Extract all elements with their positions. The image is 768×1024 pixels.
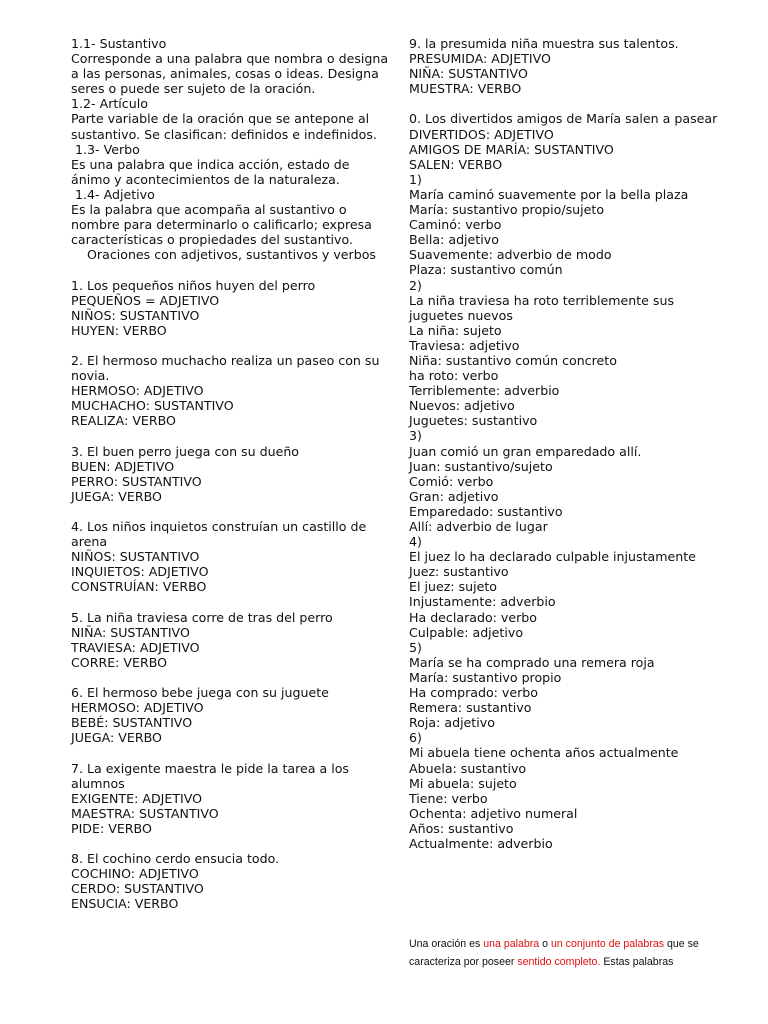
intro-line: sustantivo. Se clasifican: definidos e indefinidos. bbox=[71, 126, 377, 142]
numbered-exercise-line: Culpable: adjetivo bbox=[409, 624, 524, 640]
numbered-exercise-line: Ochenta: adjetivo numeral bbox=[409, 805, 578, 821]
numbered-exercise-line: Suavemente: adverbio de modo bbox=[409, 247, 612, 263]
example-analysis-line: HUYEN: VERBO bbox=[71, 322, 167, 338]
intro-line: 1.2- Artículo bbox=[71, 96, 148, 112]
example-sentence: 5. La niña traviesa corre de tras del perro bbox=[71, 609, 333, 625]
numbered-exercise-line: La niña traviesa ha roto terriblemente sus bbox=[409, 292, 675, 308]
numbered-exercise-line: Comió: verbo bbox=[409, 473, 494, 489]
numbered-exercise-line: Años: sustantivo bbox=[409, 820, 514, 836]
numbered-exercise-line: La niña: sujeto bbox=[409, 322, 502, 338]
example-analysis-line: REALIZA: VERBO bbox=[71, 413, 176, 429]
numbered-exercise-line: Juguetes: sustantivo bbox=[409, 413, 538, 429]
numbered-exercise-line: Ha declarado: verbo bbox=[409, 609, 537, 625]
numbered-exercise-line: Nuevos: adjetivo bbox=[409, 398, 515, 414]
numbered-exercise-line: Tiene: verbo bbox=[409, 790, 488, 806]
numbered-exercise-line: 1) bbox=[409, 171, 422, 187]
numbered-exercise-line: Ha comprado: verbo bbox=[409, 685, 538, 701]
intro-line: 1.4- Adjetivo bbox=[71, 186, 155, 202]
example-analysis-line: BEBÉ: SUSTANTIVO bbox=[71, 715, 193, 731]
example-analysis-line: JUEGA: VERBO bbox=[71, 730, 162, 746]
numbered-exercise-line: María se ha comprado una remera roja bbox=[409, 654, 655, 670]
example-sentence: 2. El hermoso muchacho realiza un paseo con su bbox=[71, 352, 380, 368]
example-analysis-line: CERDO: SUSTANTIVO bbox=[71, 881, 204, 897]
example-analysis-line: DIVERTIDOS: ADJETIVO bbox=[409, 126, 554, 142]
example-analysis-line: TRAVIESA: ADJETIVO bbox=[71, 639, 200, 655]
numbered-exercise-line: María: sustantivo propio/sujeto bbox=[409, 202, 605, 218]
example-analysis-line: CORRE: VERBO bbox=[71, 654, 168, 670]
example-analysis-line: MUCHACHO: SUSTANTIVO bbox=[71, 398, 234, 414]
example-sentence: 0. Los divertidos amigos de María salen a pasear bbox=[409, 111, 718, 127]
note-highlight-2: un conjunto de palabras bbox=[550, 938, 665, 950]
numbered-exercise-line: El juez: sujeto bbox=[409, 579, 497, 595]
example-analysis-line: PEQUEÑOS = ADJETIVO bbox=[71, 292, 220, 308]
numbered-exercise-line: Injustamente: adverbio bbox=[409, 594, 556, 610]
intro-line: seres o puede ser sujeto de la oración. bbox=[71, 81, 316, 97]
example-analysis-line: MUESTRA: VERBO bbox=[409, 81, 522, 97]
note-text-3: que se caracteriza por poseer bbox=[409, 938, 699, 968]
paragraph-gap bbox=[71, 338, 386, 353]
definition-note bbox=[409, 935, 739, 971]
numbered-exercise-line: Terriblemente: adverbio bbox=[409, 383, 560, 399]
intro-line: características o propiedades del sustantivo. bbox=[71, 232, 353, 248]
intro-line: Es una palabra que indica acción, estado de bbox=[71, 156, 350, 172]
numbered-exercise-line: Roja: adjetivo bbox=[409, 715, 495, 731]
note-text-2: o bbox=[539, 938, 551, 950]
example-analysis-line: NIÑA: SUSTANTIVO bbox=[409, 66, 528, 82]
numbered-exercise-line: Emparedado: sustantivo bbox=[409, 503, 563, 519]
numbered-exercise-line: Gran: adjetivo bbox=[409, 488, 499, 504]
numbered-exercise-line: María: sustantivo propio bbox=[409, 669, 562, 685]
example-sentence: 3. El buen perro juega con su dueño bbox=[71, 443, 300, 459]
example-analysis-line: arena bbox=[71, 534, 108, 550]
example-sentence: 4. Los niños inquietos construían un castillo de bbox=[71, 519, 367, 534]
paragraph-gap bbox=[71, 428, 386, 443]
numbered-exercise-line: Remera: sustantivo bbox=[409, 700, 532, 716]
intro-line: 1.3- Verbo bbox=[71, 141, 140, 157]
numbered-exercise-line: juguetes nuevos bbox=[409, 307, 513, 323]
numbered-exercise-line: Allí: adverbio de lugar bbox=[409, 519, 548, 534]
numbered-exercise-line: 4) bbox=[409, 534, 422, 550]
numbered-exercise-line: Niña: sustantivo común concreto bbox=[409, 352, 617, 368]
numbered-exercise-line: 3) bbox=[409, 428, 422, 444]
example-analysis-line: JUEGA: VERBO bbox=[71, 488, 162, 504]
example-analysis-line: PIDE: VERBO bbox=[71, 820, 152, 836]
example-sentence: 6. El hermoso bebe juega con su juguete bbox=[71, 685, 329, 701]
numbered-exercise-line: Juez: sustantivo bbox=[409, 564, 509, 580]
example-analysis-line: novia. bbox=[71, 368, 110, 384]
right-column bbox=[409, 36, 729, 851]
intro-line: Oraciones con adjetivos, sustantivos y verbos bbox=[71, 247, 376, 263]
numbered-exercise-line: 5) bbox=[409, 639, 422, 655]
numbered-exercise-line: Traviesa: adjetivo bbox=[409, 337, 520, 353]
left-column bbox=[71, 36, 389, 912]
intro-line: ánimo y acontecimientos de la naturaleza. bbox=[71, 171, 340, 187]
note-highlight-1: una palabra bbox=[483, 938, 540, 950]
numbered-exercise-line: Plaza: sustantivo común bbox=[409, 262, 563, 278]
example-analysis-line: BUEN: ADJETIVO bbox=[71, 458, 175, 474]
numbered-exercise-line: Juan comió un gran emparedado allí. bbox=[409, 443, 642, 459]
example-analysis-line: COCHINO: ADJETIVO bbox=[71, 866, 199, 882]
example-analysis-line: PRESUMIDA: ADJETIVO bbox=[409, 51, 551, 67]
intro-line: Es la palabra que acompaña al sustantivo o bbox=[71, 202, 347, 218]
numbered-exercise-line: Mi abuela: sujeto bbox=[409, 775, 517, 791]
numbered-exercise-line: Caminó: verbo bbox=[409, 217, 502, 233]
intro-line: a las personas, animales, cosas o ideas. Designa bbox=[71, 66, 379, 82]
paragraph-gap bbox=[71, 262, 386, 277]
example-analysis-line: NIÑA: SUSTANTIVO bbox=[71, 624, 190, 640]
example-analysis-line: MAESTRA: SUSTANTIVO bbox=[71, 805, 219, 821]
numbered-exercise-line: Mi abuela tiene ochenta años actualmente bbox=[409, 745, 679, 761]
numbered-exercise-line: 6) bbox=[409, 730, 422, 746]
example-analysis-line: CONSTRUÍAN: VERBO bbox=[71, 579, 207, 595]
paragraph-gap bbox=[409, 96, 729, 111]
example-sentence: 9. la presumida niña muestra sus talentos. bbox=[409, 36, 679, 51]
example-analysis-line: EXIGENTE: ADJETIVO bbox=[71, 790, 203, 806]
example-analysis-line: SALEN: VERBO bbox=[409, 156, 503, 172]
example-analysis-line: HERMOSO: ADJETIVO bbox=[71, 700, 204, 716]
paragraph-gap bbox=[71, 745, 386, 760]
example-analysis-line: INQUIETOS: ADJETIVO bbox=[71, 564, 209, 580]
example-analysis-line: AMIGOS DE MARÍA: SUSTANTIVO bbox=[409, 141, 614, 157]
intro-line: 1.1- Sustantivo bbox=[71, 36, 167, 51]
numbered-exercise-line: Abuela: sustantivo bbox=[409, 760, 527, 776]
example-analysis-line: NIÑOS: SUSTANTIVO bbox=[71, 549, 200, 565]
numbered-exercise-line: Bella: adjetivo bbox=[409, 232, 499, 248]
example-sentence: 8. El cochino cerdo ensucia todo. bbox=[71, 851, 280, 867]
example-sentence: 7. La exigente maestra le pide la tarea a los bbox=[71, 760, 349, 776]
example-analysis-line: ENSUCIA: VERBO bbox=[71, 896, 179, 912]
note-highlight-3: sentido completo. bbox=[517, 956, 601, 968]
numbered-exercise-line: Actualmente: adverbio bbox=[409, 835, 553, 851]
example-analysis-line: NIÑOS: SUSTANTIVO bbox=[71, 307, 200, 323]
example-analysis-line: alumnos bbox=[71, 775, 125, 791]
numbered-exercise-line: El juez lo ha declarado culpable injustamente bbox=[409, 549, 696, 565]
note-text-1: Una oración es bbox=[409, 938, 484, 950]
numbered-exercise-line: Juan: sustantivo/sujeto bbox=[409, 458, 553, 474]
paragraph-gap bbox=[71, 836, 386, 851]
intro-line: Parte variable de la oración que se antepone al bbox=[71, 111, 370, 127]
example-sentence: 1. Los pequeños niños huyen del perro bbox=[71, 277, 316, 293]
numbered-exercise-line: ha roto: verbo bbox=[409, 368, 499, 384]
example-analysis-line: HERMOSO: ADJETIVO bbox=[71, 383, 204, 399]
paragraph-gap bbox=[71, 504, 386, 519]
numbered-exercise-line: María caminó suavemente por la bella plaza bbox=[409, 186, 689, 202]
intro-line: Corresponde a una palabra que nombra o designa bbox=[71, 51, 389, 67]
note-text-4: Estas palabras bbox=[600, 956, 674, 968]
paragraph-gap bbox=[71, 670, 386, 685]
example-analysis-line: PERRO: SUSTANTIVO bbox=[71, 473, 202, 489]
intro-line: nombre para determinarlo o calificarlo; expresa bbox=[71, 217, 372, 233]
numbered-exercise-line: 2) bbox=[409, 277, 422, 293]
paragraph-gap bbox=[71, 594, 386, 609]
